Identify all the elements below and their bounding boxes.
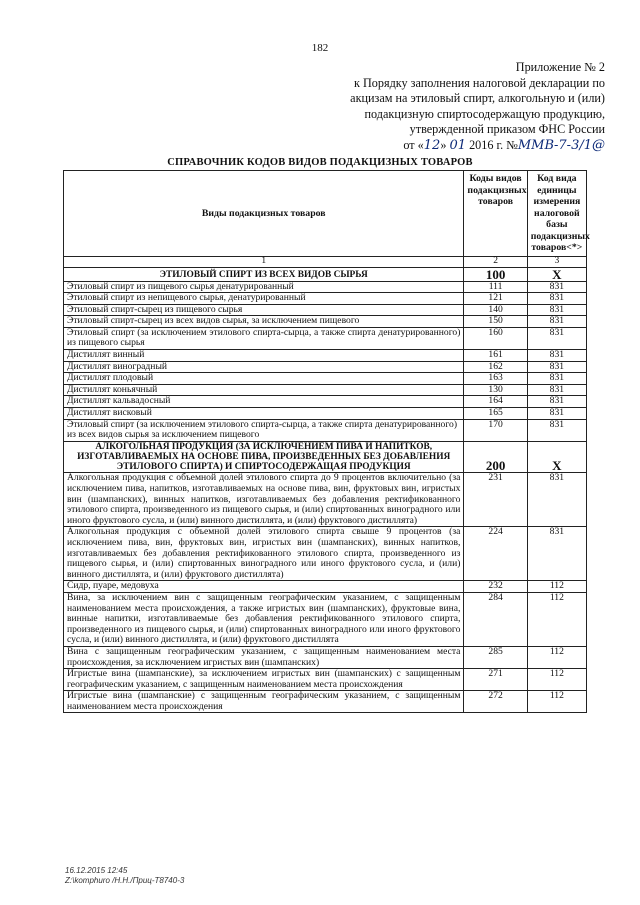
goods-name: Вина, за исключением вин с защищенным географическим указанием, с защищенным наименованием места происхождения, а также игристых вин (шампанских), фруктовые вина, винные напитки, изготавливаемые без добавления ректификованного этилового спирта, произведенного из пищевого сырья, и (или) спиртованных виноградного или иного фруктового сусла, и (или) винного дистиллята, и (или) фруктового дистиллята — [64, 592, 464, 646]
section-unit: X — [527, 441, 586, 473]
table-row — [64, 581, 587, 593]
table-row — [64, 373, 587, 385]
unit-code: 831 — [527, 316, 586, 328]
unit-code: 112 — [527, 581, 586, 593]
goods-name: Этиловый спирт (за исключением этилового спирта-сырца, а также спирта денатурированного) из всех видов сырья за исключением пищевого — [64, 419, 464, 441]
handwritten-day: 12 — [423, 137, 441, 153]
unit-code: 831 — [527, 373, 586, 385]
unit-code: 831 — [527, 281, 586, 293]
goods-name: Этиловый спирт (за исключением этилового спирта-сырца, а также спирта денатурированного) из пищевого сырья — [64, 327, 464, 349]
unit-code: 831 — [527, 396, 586, 408]
goods-code: 121 — [464, 293, 527, 305]
section-name: АЛКОГОЛЬНАЯ ПРОДУКЦИЯ (ЗА ИСКЛЮЧЕНИЕМ ПИВА И НАПИТКОВ, ИЗГОТАВЛИВАЕМЫХ НА ОСНОВЕ ПИВА, ПРОИЗВЕДЕННЫХ БЕЗ ДОБАВЛЕНИЯ ЭТИЛОВОГО СПИРТА) И СПИРТОСОДЕРЖАЩАЯ ПРОДУКЦИЯ — [64, 441, 464, 473]
goods-name: Дистиллят плодовый — [64, 373, 464, 385]
column-number: 1 — [64, 257, 464, 268]
section-name: ЭТИЛОВЫЙ СПИРТ ИЗ ВСЕХ ВИДОВ СЫРЬЯ — [64, 267, 464, 281]
goods-code: 285 — [464, 646, 527, 668]
goods-code: 272 — [464, 691, 527, 713]
unit-code: 112 — [527, 691, 586, 713]
document-title: СПРАВОЧНИК КОДОВ ВИДОВ ПОДАКЦИЗНЫХ ТОВАРОВ — [167, 157, 473, 168]
goods-code: 224 — [464, 527, 527, 581]
goods-name: Дистиллят кальвадосный — [64, 396, 464, 408]
table-row — [64, 396, 587, 408]
table-row — [64, 304, 587, 316]
goods-name: Дистиллят винный — [64, 350, 464, 362]
handwritten-order-number: ММВ-7-3/1@ — [517, 137, 605, 153]
section-unit: X — [527, 267, 586, 281]
table-row — [64, 473, 587, 527]
table-row — [64, 646, 587, 668]
appendix-block — [275, 60, 605, 154]
appendix-line: подакцизную спиртосодержащую продукцию, — [364, 106, 605, 121]
goods-name: Этиловый спирт из пищевого сырья денатурированный — [64, 281, 464, 293]
goods-name: Этиловый спирт-сырец из пищевого сырья — [64, 304, 464, 316]
table-row-section — [64, 441, 587, 473]
excise-codes-table-wrap — [63, 170, 590, 713]
table-row — [64, 361, 587, 373]
unit-code: 831 — [527, 527, 586, 581]
table-row — [64, 327, 587, 349]
goods-code: 271 — [464, 669, 527, 691]
table-row-section — [64, 267, 587, 281]
unit-code: 831 — [527, 327, 586, 349]
footer-timestamp: 16.12.2015 12:45 — [65, 866, 128, 875]
section-code: 200 — [464, 441, 527, 473]
goods-code: 161 — [464, 350, 527, 362]
unit-code: 831 — [527, 350, 586, 362]
goods-code: 231 — [464, 473, 527, 527]
goods-name: Дистиллят коньячный — [64, 384, 464, 396]
unit-code: 831 — [527, 473, 586, 527]
table-row — [64, 419, 587, 441]
goods-code: 163 — [464, 373, 527, 385]
unit-code: 831 — [527, 304, 586, 316]
file-footer — [65, 866, 184, 885]
footer-file-path: Z:\komphuro /Н.Н./Приц-Т8740-3 — [65, 875, 185, 885]
goods-code: 111 — [464, 281, 527, 293]
appendix-line: акцизам на этиловый спирт, алкогольную и (или) — [350, 91, 605, 106]
section-code: 100 — [464, 267, 527, 281]
unit-code: 112 — [527, 669, 586, 691]
goods-name: Алкогольная продукция с объемной долей этилового спирта свыше 9 процентов (за исключением пива, вин, фруктовых вин, игристых вин (шампанских), винных напитков, изготавливаемых без добавления ректификованного этилового спирта, произведенного из пищевого сырья, и (или) спиртованных виноградного или иного фруктового сусла, и (или) винного дистиллята, и (или) фруктового дистиллята) — [64, 527, 464, 581]
goods-name: Игристые вина (шампанские) с защищенным географическим указанием, с защищенным наименованием места происхождения — [64, 691, 464, 713]
goods-name: Дистиллят висковый — [64, 408, 464, 420]
goods-name: Вина с защищенным географическим указанием, с защищенным наименованием места происхождения, за исключением игристых вин (шампанских) — [64, 646, 464, 668]
excise-codes-table — [63, 170, 590, 713]
goods-code: 130 — [464, 384, 527, 396]
goods-code: 140 — [464, 304, 527, 316]
goods-name: Этиловый спирт-сырец из всех видов сырья, за исключением пищевого — [64, 316, 464, 328]
goods-code: 150 — [464, 316, 527, 328]
table-row — [64, 408, 587, 420]
goods-code: 165 — [464, 408, 527, 420]
appendix-line: утвержденной приказом ФНС России — [409, 122, 605, 137]
goods-code: 160 — [464, 327, 527, 349]
column-number: 2 — [464, 257, 527, 268]
table-row — [64, 592, 587, 646]
table-row — [64, 527, 587, 581]
goods-code: 232 — [464, 581, 527, 593]
goods-name: Алкогольная продукция с объемной долей этилового спирта до 9 процентов включительно (за исключением пива, напитков, изготавливаемых на основе пива, вин, фруктовых вин, игристых вин (шампанских), винных напитков, изготавливаемых без добавления ректификованного этилового спирта, произведенного из пищевого сырья, и (или) спиртованных виноградного или иного фруктового сусла, и (или) винного дистиллята, и (или) фруктового дистиллята) — [64, 473, 464, 527]
header-goods-codes: Коды видов подакцизных товаров — [464, 171, 527, 257]
unit-code: 112 — [527, 592, 586, 646]
header-unit-codes: Код вида единицы измерения налоговой базы подакцизных товаров<*> — [527, 171, 586, 257]
unit-code: 831 — [527, 408, 586, 420]
goods-name: Игристые вина (шампанские), за исключением игристых вин (шампанских) с защищенным географическим указанием, с защищенным наименованием места происхождения — [64, 669, 464, 691]
table-row — [64, 691, 587, 713]
unit-code: 831 — [527, 384, 586, 396]
goods-code: 162 — [464, 361, 527, 373]
goods-name: Этиловый спирт из непищевого сырья, денатурированный — [64, 293, 464, 305]
table-row — [64, 293, 587, 305]
header-goods-types: Виды подакцизных товаров — [64, 171, 464, 257]
table-row — [64, 281, 587, 293]
handwritten-month: 01 — [449, 137, 467, 153]
unit-code: 831 — [527, 361, 586, 373]
unit-code: 112 — [527, 646, 586, 668]
unit-code: 831 — [527, 419, 586, 441]
table-row — [64, 669, 587, 691]
order-date-line: от «12» 01 2016 г. №ММВ-7-3/1@ — [403, 137, 605, 153]
appendix-title: Приложение № 2 — [515, 60, 605, 74]
table-row — [64, 350, 587, 362]
table-row — [64, 316, 587, 328]
goods-code: 284 — [464, 592, 527, 646]
appendix-line: к Порядку заполнения налоговой декларации по — [354, 75, 605, 90]
unit-code: 831 — [527, 293, 586, 305]
table-row — [64, 384, 587, 396]
page-number: 182 — [311, 42, 329, 54]
goods-name: Дистиллят виноградный — [64, 361, 464, 373]
goods-name: Сидр, пуаре, медовуха — [64, 581, 464, 593]
goods-code: 164 — [464, 396, 527, 408]
goods-code: 170 — [464, 419, 527, 441]
column-number: 3 — [527, 257, 586, 268]
